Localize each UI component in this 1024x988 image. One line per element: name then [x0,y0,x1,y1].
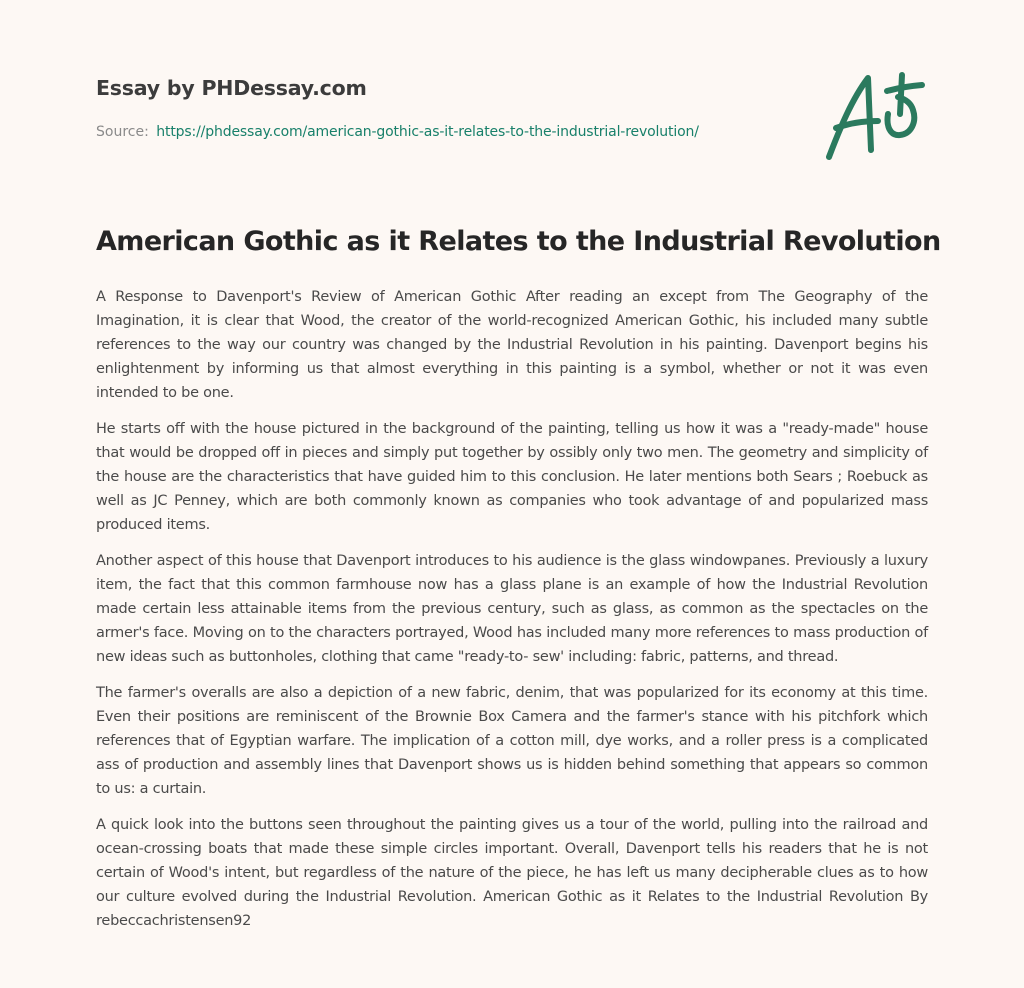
source-label: Source: [96,124,149,140]
source-line [96,124,699,140]
a-plus-grade-icon [816,66,928,166]
essay-paragraph: The farmer's overalls are also a depiction of a new fabric, denim, that was popularized for its economy at this time. Even their positions are reminiscent of the Brownie Box Camera and the farmer's stance with his pitchfork which references that of Egyptian warfare. The implication of a cotton mill, dye works, and a roller press is a complicated ass of production and assembly lines that Davenport shows us is hidden behind something that appears so common to us: a curtain. [96,685,928,797]
essay-paragraph: A quick look into the buttons seen throughout the painting gives us a tour of the world, pulling into the railroad and ocean-crossing boats that made these simple circles important. Overall, Davenport tells his readers that he is not certain of Wood's intent, but regardless of the nature of the piece, he has left us many decipherable clues as to how our culture evolved during the Industrial Revolution. American Gothic as it Relates to the Industrial Revolution By rebeccachristensen92 [96,817,928,929]
essay-title: American Gothic as it Relates to the Industrial Revolution [96,226,941,257]
essay-paragraph: A Response to Davenport's Review of American Gothic After reading an except from The Geography of the Imagination, it is clear that Wood, the creator of the world-recognized American Gothic, his included many subtle references to the way our country was changed by the Industrial Revolution in his painting. Davenport begins his enlightenment by informing us that almost everything in this painting is a symbol, whether or not it was even intended to be one. [96,289,928,401]
essay-body [96,285,928,945]
essay-paragraph: Another aspect of this house that Davenport introduces to his audience is the glass windowpanes. Previously a luxury item, the fact that this common farmhouse now has a glass plane is an example of how the Industrial Revolution made certain less attainable items from the previous century, such as glass, as common as the spectacles on the armer's face. Moving on to the characters portrayed, Wood has included many more references to mass production of new ideas such as buttonholes, clothing that came "ready-to- sew' including: fabric, patterns, and thread. [96,553,928,665]
source-link[interactable]: https://phdessay.com/american-gothic-as-it-relates-to-the-industrial-revolution/ [156,124,699,140]
essay-paragraph: He starts off with the house pictured in the background of the painting, telling us how it was a "ready-made" house that would be dropped off in pieces and simply put together by ossibly only two men. The geometry and simplicity of the house are the characteristics that have guided him to this conclusion. He later mentions both Sears ; Roebuck as well as JC Penney, which are both commonly known as companies who took advantage of and popularized mass produced items. [96,421,928,533]
site-title: Essay by PHDessay.com [96,76,367,100]
